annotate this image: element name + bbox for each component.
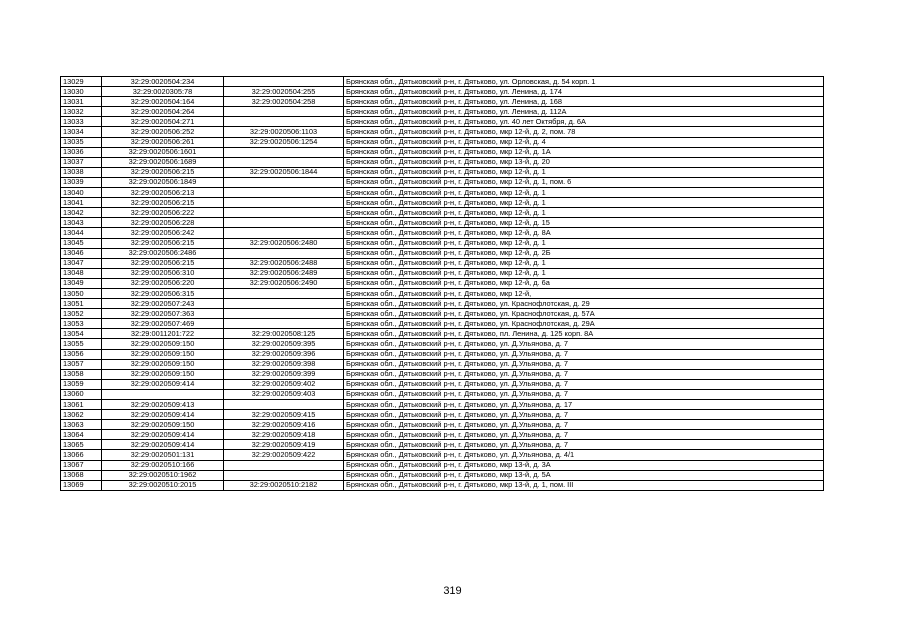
row-number-cell: 13055 bbox=[61, 339, 102, 349]
row-number-cell: 13047 bbox=[61, 258, 102, 268]
row-number-cell: 13051 bbox=[61, 299, 102, 309]
table-row bbox=[61, 238, 824, 248]
linked-cadastral-number-cell: 32:29:0020509:395 bbox=[224, 339, 344, 349]
address-cell: Брянская обл., Дятьковский р-н, г. Дятьково, ул. Д.Ульянова, д. 7 bbox=[344, 430, 824, 440]
row-number-cell: 13059 bbox=[61, 379, 102, 389]
table-row bbox=[61, 107, 824, 117]
cadastral-number-cell: 32:29:0020504:271 bbox=[102, 117, 224, 127]
address-cell: Брянская обл., Дятьковский р-н, г. Дятьково, ул. Д.Ульянова, д. 7 bbox=[344, 410, 824, 420]
address-cell: Брянская обл., Дятьковский р-н, г. Дятьково, ул. Краснофлотская, д. 29 bbox=[344, 299, 824, 309]
cadastral-number-cell: 32:29:0020509:414 bbox=[102, 379, 224, 389]
linked-cadastral-number-cell: 32:29:0020509:402 bbox=[224, 379, 344, 389]
row-number-cell: 13041 bbox=[61, 198, 102, 208]
linked-cadastral-number-cell bbox=[224, 218, 344, 228]
cadastral-number-cell: 32:29:0020509:150 bbox=[102, 369, 224, 379]
cadastral-number-cell: 32:29:0020506:261 bbox=[102, 137, 224, 147]
table-row bbox=[61, 359, 824, 369]
table-row bbox=[61, 87, 824, 97]
row-number-cell: 13037 bbox=[61, 157, 102, 167]
table-row bbox=[61, 309, 824, 319]
row-number-cell: 13036 bbox=[61, 147, 102, 157]
address-cell: Брянская обл., Дятьковский р-н, г. Дятьково, ул. Д.Ульянова, д. 7 bbox=[344, 339, 824, 349]
table-row bbox=[61, 218, 824, 228]
linked-cadastral-number-cell bbox=[224, 157, 344, 167]
address-cell: Брянская обл., Дятьковский р-н, г. Дятьково, мкр 12-й, bbox=[344, 288, 824, 298]
cadastral-number-cell: 32:29:0020504:164 bbox=[102, 97, 224, 107]
row-number-cell: 13056 bbox=[61, 349, 102, 359]
row-number-cell: 13053 bbox=[61, 319, 102, 329]
cadastral-number-cell: 32:29:0020501:131 bbox=[102, 450, 224, 460]
cadastral-number-cell bbox=[102, 389, 224, 399]
address-cell: Брянская обл., Дятьковский р-н, г. Дятьково, мкр 12-й, д. 1 bbox=[344, 258, 824, 268]
address-cell: Брянская обл., Дятьковский р-н, г. Дятьково, мкр 12-й, д. 1, пом. 6 bbox=[344, 177, 824, 187]
cadastral-number-cell: 32:29:0020506:215 bbox=[102, 258, 224, 268]
address-cell: Брянская обл., Дятьковский р-н, г. Дятьково, мкр 12-й, д. 8А bbox=[344, 228, 824, 238]
cadastral-number-cell: 32:29:0020506:222 bbox=[102, 208, 224, 218]
table-row bbox=[61, 420, 824, 430]
address-cell: Брянская обл., Дятьковский р-н, г. Дятьково, мкр 12-й, д. 2, пом. 78 bbox=[344, 127, 824, 137]
table-row bbox=[61, 77, 824, 87]
table-row bbox=[61, 127, 824, 137]
linked-cadastral-number-cell: 32:29:0020509:396 bbox=[224, 349, 344, 359]
address-cell: Брянская обл., Дятьковский р-н, г. Дятьково, ул. Д.Ульянова, д. 7 bbox=[344, 379, 824, 389]
table-row bbox=[61, 117, 824, 127]
row-number-cell: 13050 bbox=[61, 288, 102, 298]
cadastral-number-cell: 32:29:0020506:215 bbox=[102, 238, 224, 248]
linked-cadastral-number-cell bbox=[224, 77, 344, 87]
cadastral-number-cell: 32:29:0020506:310 bbox=[102, 268, 224, 278]
row-number-cell: 13034 bbox=[61, 127, 102, 137]
table-row bbox=[61, 147, 824, 157]
table-row bbox=[61, 460, 824, 470]
address-cell: Брянская обл., Дятьковский р-н, г. Дятьково, ул. Ленина, д. 168 bbox=[344, 97, 824, 107]
table-row bbox=[61, 278, 824, 288]
cadastral-number-cell: 32:29:0020510:1962 bbox=[102, 470, 224, 480]
row-number-cell: 13064 bbox=[61, 430, 102, 440]
linked-cadastral-number-cell bbox=[224, 460, 344, 470]
address-cell: Брянская обл., Дятьковский р-н, г. Дятьково, ул. Ленина, д. 174 bbox=[344, 87, 824, 97]
cadastral-number-cell: 32:29:0020509:414 bbox=[102, 410, 224, 420]
linked-cadastral-number-cell bbox=[224, 470, 344, 480]
row-number-cell: 13057 bbox=[61, 359, 102, 369]
cadastral-number-cell: 32:29:0020506:315 bbox=[102, 288, 224, 298]
cadastral-number-cell: 32:29:0020506:228 bbox=[102, 218, 224, 228]
table-row bbox=[61, 97, 824, 107]
cadastral-number-cell: 32:29:0020510:2015 bbox=[102, 480, 224, 490]
row-number-cell: 13063 bbox=[61, 420, 102, 430]
cadastral-number-cell: 32:29:0020504:234 bbox=[102, 77, 224, 87]
cadastral-number-cell: 32:29:0020506:215 bbox=[102, 167, 224, 177]
cadastral-number-cell: 32:29:0020506:1849 bbox=[102, 177, 224, 187]
table-row bbox=[61, 400, 824, 410]
linked-cadastral-number-cell: 32:29:0020504:255 bbox=[224, 87, 344, 97]
row-number-cell: 13066 bbox=[61, 450, 102, 460]
cadastral-number-cell: 32:29:0011201:722 bbox=[102, 329, 224, 339]
address-cell: Брянская обл., Дятьковский р-н, г. Дятьково, ул. Краснофлотская, д. 57А bbox=[344, 309, 824, 319]
cadastral-number-cell: 32:29:0020506:213 bbox=[102, 188, 224, 198]
linked-cadastral-number-cell: 32:29:0020509:419 bbox=[224, 440, 344, 450]
table-row bbox=[61, 480, 824, 490]
table-row bbox=[61, 379, 824, 389]
row-number-cell: 13044 bbox=[61, 228, 102, 238]
cadastral-number-cell: 32:29:0020506:252 bbox=[102, 127, 224, 137]
address-cell: Брянская обл., Дятьковский р-н, г. Дятьково, мкр 12-й, д. 1 bbox=[344, 167, 824, 177]
table-row bbox=[61, 329, 824, 339]
address-cell: Брянская обл., Дятьковский р-н, г. Дятьково, мкр 12-й, д. 4 bbox=[344, 137, 824, 147]
page-number: 319 bbox=[443, 585, 462, 597]
address-cell: Брянская обл., Дятьковский р-н, г. Дятьково, мкр 12-й, д. 1 bbox=[344, 238, 824, 248]
address-cell: Брянская обл., Дятьковский р-н, г. Дятьково, ул. 40 лет Октября, д. 6А bbox=[344, 117, 824, 127]
address-cell: Брянская обл., Дятьковский р-н, г. Дятьково, ул. Д.Ульянова, д. 7 bbox=[344, 389, 824, 399]
address-cell: Брянская обл., Дятьковский р-н, г. Дятьково, ул. Д.Ульянова, д. 7 bbox=[344, 420, 824, 430]
address-cell: Брянская обл., Дятьковский р-н, г. Дятьково, ул. Д.Ульянова, д. 7 bbox=[344, 369, 824, 379]
address-cell: Брянская обл., Дятьковский р-н, г. Дятьково, мкр 12-й, д. 15 bbox=[344, 218, 824, 228]
cadastral-number-cell: 32:29:0020509:414 bbox=[102, 440, 224, 450]
table-row bbox=[61, 137, 824, 147]
row-number-cell: 13052 bbox=[61, 309, 102, 319]
address-cell: Брянская обл., Дятьковский р-н, г. Дятьково, ул. Ленина, д. 112А bbox=[344, 107, 824, 117]
row-number-cell: 13033 bbox=[61, 117, 102, 127]
cadastral-number-cell: 32:29:0020506:242 bbox=[102, 228, 224, 238]
linked-cadastral-number-cell: 32:29:0020509:418 bbox=[224, 430, 344, 440]
cadastral-number-cell: 32:29:0020509:150 bbox=[102, 359, 224, 369]
address-cell: Брянская обл., Дятьковский р-н, г. Дятьково, мкр 13-й, д. 1, пом. III bbox=[344, 480, 824, 490]
table-row bbox=[61, 440, 824, 450]
row-number-cell: 13067 bbox=[61, 460, 102, 470]
row-number-cell: 13042 bbox=[61, 208, 102, 218]
table-row bbox=[61, 339, 824, 349]
table-row bbox=[61, 319, 824, 329]
linked-cadastral-number-cell bbox=[224, 299, 344, 309]
address-cell: Брянская обл., Дятьковский р-н, г. Дятьково, ул. Орловская, д. 54 корп. 1 bbox=[344, 77, 824, 87]
table-row bbox=[61, 258, 824, 268]
address-cell: Брянская обл., Дятьковский р-н, г. Дятьково, мкр 12-й, д. 1 bbox=[344, 188, 824, 198]
linked-cadastral-number-cell bbox=[224, 288, 344, 298]
row-number-cell: 13043 bbox=[61, 218, 102, 228]
linked-cadastral-number-cell: 32:29:0020509:422 bbox=[224, 450, 344, 460]
table-row bbox=[61, 410, 824, 420]
address-cell: Брянская обл., Дятьковский р-н, г. Дятьково, ул. Д.Ульянова, д. 7 bbox=[344, 359, 824, 369]
table-row bbox=[61, 349, 824, 359]
row-number-cell: 13061 bbox=[61, 400, 102, 410]
row-number-cell: 13038 bbox=[61, 167, 102, 177]
linked-cadastral-number-cell: 32:29:0020508:125 bbox=[224, 329, 344, 339]
row-number-cell: 13065 bbox=[61, 440, 102, 450]
row-number-cell: 13031 bbox=[61, 97, 102, 107]
linked-cadastral-number-cell bbox=[224, 248, 344, 258]
linked-cadastral-number-cell: 32:29:0020504:258 bbox=[224, 97, 344, 107]
linked-cadastral-number-cell bbox=[224, 198, 344, 208]
row-number-cell: 13039 bbox=[61, 177, 102, 187]
table-row bbox=[61, 157, 824, 167]
row-number-cell: 13035 bbox=[61, 137, 102, 147]
row-number-cell: 13040 bbox=[61, 188, 102, 198]
address-cell: Брянская обл., Дятьковский р-н, г. Дятьково, мкр 13-й, д. 5А bbox=[344, 470, 824, 480]
table-row bbox=[61, 430, 824, 440]
linked-cadastral-number-cell bbox=[224, 228, 344, 238]
cadastral-number-cell: 32:29:0020510:166 bbox=[102, 460, 224, 470]
linked-cadastral-number-cell: 32:29:0020506:1254 bbox=[224, 137, 344, 147]
linked-cadastral-number-cell: 32:29:0020506:2490 bbox=[224, 278, 344, 288]
cadastral-number-cell: 32:29:0020507:243 bbox=[102, 299, 224, 309]
cadastral-number-cell: 32:29:0020507:469 bbox=[102, 319, 224, 329]
address-cell: Брянская обл., Дятьковский р-н, г. Дятьково, мкр 12-й, д. 1А bbox=[344, 147, 824, 157]
table-row bbox=[61, 188, 824, 198]
address-cell: Брянская обл., Дятьковский р-н, г. Дятьково, мкр 12-й, д. 1 bbox=[344, 268, 824, 278]
cadastral-number-cell: 32:29:0020506:1689 bbox=[102, 157, 224, 167]
table-row bbox=[61, 248, 824, 258]
linked-cadastral-number-cell: 32:29:0020509:398 bbox=[224, 359, 344, 369]
address-cell: Брянская обл., Дятьковский р-н, г. Дятьково, ул. Краснофлотская, д. 29А bbox=[344, 319, 824, 329]
address-cell: Брянская обл., Дятьковский р-н, г. Дятьково, мкр 12-й, д. 1 bbox=[344, 198, 824, 208]
address-cell: Брянская обл., Дятьковский р-н, г. Дятьково, мкр 13-й, д. 3А bbox=[344, 460, 824, 470]
linked-cadastral-number-cell bbox=[224, 400, 344, 410]
address-cell: Брянская обл., Дятьковский р-н, г. Дятьково, ул. Д.Ульянова, д. 17 bbox=[344, 400, 824, 410]
linked-cadastral-number-cell: 32:29:0020506:2480 bbox=[224, 238, 344, 248]
table-row bbox=[61, 208, 824, 218]
address-cell: Брянская обл., Дятьковский р-н, г. Дятьково, ул. Д.Ульянова, д. 7 bbox=[344, 440, 824, 450]
cadastral-number-cell: 32:29:0020506:1601 bbox=[102, 147, 224, 157]
linked-cadastral-number-cell bbox=[224, 107, 344, 117]
row-number-cell: 13030 bbox=[61, 87, 102, 97]
table-row bbox=[61, 450, 824, 460]
cadastral-number-cell: 32:29:0020504:264 bbox=[102, 107, 224, 117]
linked-cadastral-number-cell bbox=[224, 208, 344, 218]
address-cell: Брянская обл., Дятьковский р-н, г. Дятьково, ул. Д.Ульянова, д. 4/1 bbox=[344, 450, 824, 460]
linked-cadastral-number-cell: 32:29:0020506:1844 bbox=[224, 167, 344, 177]
cadastral-number-cell: 32:29:0020507:363 bbox=[102, 309, 224, 319]
table-row bbox=[61, 268, 824, 278]
linked-cadastral-number-cell bbox=[224, 117, 344, 127]
linked-cadastral-number-cell bbox=[224, 319, 344, 329]
cadastral-number-cell: 32:29:0020506:2486 bbox=[102, 248, 224, 258]
row-number-cell: 13058 bbox=[61, 369, 102, 379]
table-row bbox=[61, 177, 824, 187]
linked-cadastral-number-cell: 32:29:0020509:415 bbox=[224, 410, 344, 420]
address-cell: Брянская обл., Дятьковский р-н, г. Дятьково, мкр 12-й, д. 1 bbox=[344, 208, 824, 218]
cadastral-number-cell: 32:29:0020509:414 bbox=[102, 430, 224, 440]
table-row bbox=[61, 369, 824, 379]
row-number-cell: 13069 bbox=[61, 480, 102, 490]
address-cell: Брянская обл., Дятьковский р-н, г. Дятьково, мкр 12-й, д. 2Б bbox=[344, 248, 824, 258]
cadastral-number-cell: 32:29:0020506:215 bbox=[102, 198, 224, 208]
linked-cadastral-number-cell: 32:29:0020510:2182 bbox=[224, 480, 344, 490]
linked-cadastral-number-cell: 32:29:0020509:399 bbox=[224, 369, 344, 379]
table-row bbox=[61, 167, 824, 177]
table-row bbox=[61, 299, 824, 309]
linked-cadastral-number-cell bbox=[224, 147, 344, 157]
address-cell: Брянская обл., Дятьковский р-н, г. Дятьково, мкр 12-й, д. 6а bbox=[344, 278, 824, 288]
row-number-cell: 13062 bbox=[61, 410, 102, 420]
table-row bbox=[61, 228, 824, 238]
linked-cadastral-number-cell bbox=[224, 309, 344, 319]
linked-cadastral-number-cell bbox=[224, 188, 344, 198]
cadastral-number-cell: 32:29:0020305:78 bbox=[102, 87, 224, 97]
row-number-cell: 13054 bbox=[61, 329, 102, 339]
address-cell: Брянская обл., Дятьковский р-н, г. Дятьково, мкр 13-й, д. 20 bbox=[344, 157, 824, 167]
address-cell: Брянская обл., Дятьковский р-н, г. Дятьково, ул. Д.Ульянова, д. 7 bbox=[344, 349, 824, 359]
cadastral-number-cell: 32:29:0020509:150 bbox=[102, 420, 224, 430]
row-number-cell: 13045 bbox=[61, 238, 102, 248]
linked-cadastral-number-cell: 32:29:0020506:2488 bbox=[224, 258, 344, 268]
cadastral-registry-table bbox=[60, 76, 824, 491]
table-row bbox=[61, 198, 824, 208]
table-row bbox=[61, 389, 824, 399]
cadastral-number-cell: 32:29:0020509:150 bbox=[102, 339, 224, 349]
row-number-cell: 13049 bbox=[61, 278, 102, 288]
table-row bbox=[61, 470, 824, 480]
address-cell: Брянская обл., Дятьковский р-н, г. Дятьково, пл. Ленина, д. 125 корп. 8А bbox=[344, 329, 824, 339]
row-number-cell: 13029 bbox=[61, 77, 102, 87]
linked-cadastral-number-cell: 32:29:0020509:403 bbox=[224, 389, 344, 399]
cadastral-number-cell: 32:29:0020509:413 bbox=[102, 400, 224, 410]
row-number-cell: 13046 bbox=[61, 248, 102, 258]
row-number-cell: 13068 bbox=[61, 470, 102, 480]
linked-cadastral-number-cell: 32:29:0020506:1103 bbox=[224, 127, 344, 137]
linked-cadastral-number-cell: 32:29:0020506:2489 bbox=[224, 268, 344, 278]
registry-table-body bbox=[61, 77, 824, 491]
linked-cadastral-number-cell bbox=[224, 177, 344, 187]
cadastral-number-cell: 32:29:0020506:220 bbox=[102, 278, 224, 288]
row-number-cell: 13060 bbox=[61, 389, 102, 399]
row-number-cell: 13048 bbox=[61, 268, 102, 278]
table-row bbox=[61, 288, 824, 298]
row-number-cell: 13032 bbox=[61, 107, 102, 117]
linked-cadastral-number-cell: 32:29:0020509:416 bbox=[224, 420, 344, 430]
cadastral-number-cell: 32:29:0020509:150 bbox=[102, 349, 224, 359]
